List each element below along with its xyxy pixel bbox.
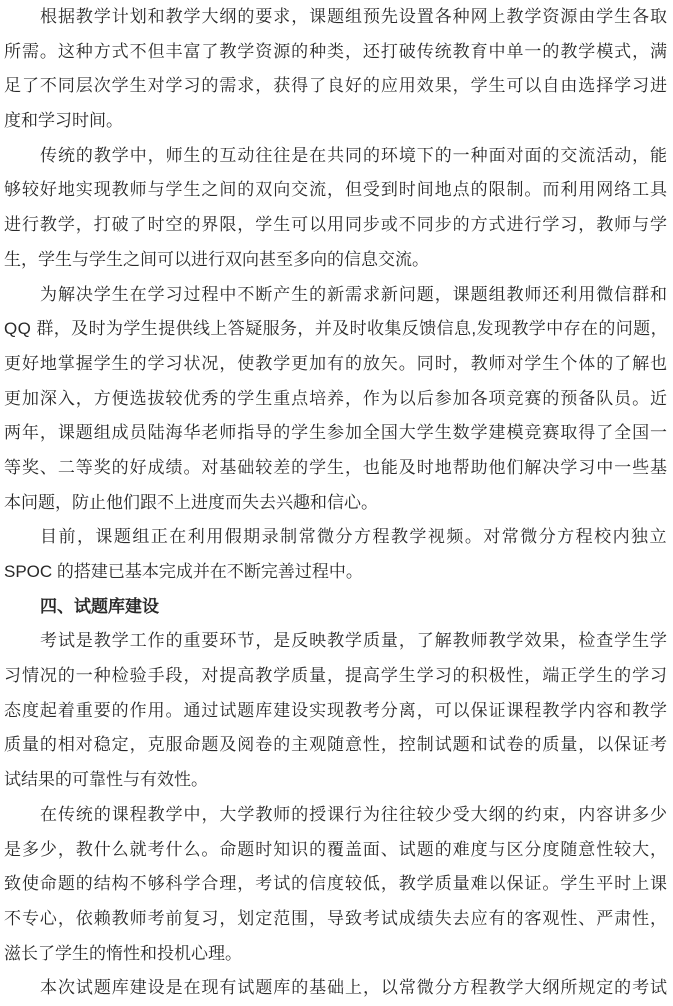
paragraph [4,0,668,139]
line-text: 在传统的课程教学中，大学教师的授课行为往往较少受大纲的约束，内容讲多少 [40,804,668,824]
line-text: 传统的教学中，师生的互动往往是在共同的环境下的一种面对面的交流活动，能 [40,145,668,165]
line-text: 更加深入，方便选拔较优秀的学生重点培养，作为以后参加各项竞赛的预备队员。近 [4,388,668,408]
paragraph [4,139,668,278]
heading-line [4,590,668,625]
text-line [4,867,668,902]
line-text: 等奖、二等奖的好成绩。对基础较差的学生，也能及时地帮助他们解决学习中一些基 [4,457,668,477]
text-line [4,382,668,417]
text-line [4,624,668,659]
line-text: 目前，课题组正在利用假期录制常微分方程教学视频。对常微分方程校内独立 [40,527,668,547]
text-line [4,451,668,486]
line-text: SPOC 的搭建已基本完成并在不断完善过程中。 [4,562,363,581]
heading-text: 四、试题库建设 [40,596,159,616]
text-line [4,520,668,555]
text-line [4,937,668,972]
line-text: 态度起着重要的作用。通过试题库建设实现教考分离，可以保证课程教学内容和教学 [4,700,668,720]
section-heading [4,590,668,625]
line-text: 两年，课题组成员陆海华老师指导的学生参加全国大学生数学建模竞赛取得了全国一 [4,423,668,443]
text-line [4,798,668,833]
text-line [4,139,668,174]
text-line [4,902,668,937]
line-text: 是多少，教什么就考什么。命题时知识的覆盖面、试题的难度与区分度随意性较大， [4,839,668,859]
line-text: 为解决学生在学习过程中不断产生的新需求新问题，课题组教师还利用微信群和 [40,284,668,304]
paragraph [4,971,668,1006]
text-line [4,278,668,313]
text-line [4,0,668,35]
line-text: 够较好地实现教师与学生之间的双向交流，但受到时间地点的限制。而利用网络工具 [4,180,668,200]
line-text: 度和学习时间。 [4,111,123,131]
text-line [4,694,668,729]
text-line [4,416,668,451]
line-text: 考试是教学工作的重要环节，是反映教学质量，了解教师教学效果，检查学生学 [40,631,668,651]
text-line [4,69,668,104]
text-line [4,35,668,70]
line-text: 更好地掌握学生的学习状况，使教学更加有的放矢。同时，教师对学生个体的了解也 [4,353,668,373]
line-text: 生，学生与学生之间可以进行双向甚至多向的信息交流。 [4,249,429,269]
text-line [4,659,668,694]
text-line [4,833,668,868]
line-text: 致使命题的结构不够科学合理，考试的信度较低，教学质量难以保证。学生平时上课 [4,874,668,894]
text-line [4,173,668,208]
paragraph [4,798,668,971]
text-line [4,208,668,243]
line-text: 习情况的一种检验手段，对提高教学质量，提高学生学习的积极性，端正学生的学习 [4,666,668,686]
paragraph [4,520,668,589]
line-text: 滋长了学生的惰性和投机心理。 [4,943,242,963]
text-line [4,486,668,521]
line-text: 试结果的可靠性与有效性。 [4,770,208,790]
line-text: 不专心，依赖教师考前复习，划定范围，导致考试成绩失去应有的客观性、严肃性， [4,908,668,928]
text-line [4,347,668,382]
line-text: 所需。这种方式不但丰富了教学资源的种类，还打破传统教育中单一的教学模式，满 [4,41,668,61]
line-text: 进行教学，打破了时空的界限，学生可以用同步或不同步的方式进行学习，教师与学 [4,215,668,235]
line-text: 根据教学计划和教学大纲的要求，课题组预先设置各种网上教学资源由学生各取 [40,7,668,26]
text-line [4,555,668,590]
paragraph [4,624,668,797]
paragraph [4,278,668,521]
line-text: QQ 群，及时为学生提供线上答疑服务，并及时收集反馈信息,发现教学中存在的问题， [4,319,668,339]
line-text: 本次试题库建设是在现有试题库的基础上，以常微分方程教学大纲所规定的考试 [40,978,668,998]
text-line [4,104,668,139]
line-text: 足了不同层次学生对学习的需求，获得了良好的应用效果，学生可以自由选择学习进 [4,76,668,96]
text-line [4,312,668,347]
line-text: 质量的相对稳定，克服命题及阅卷的主观随意性，控制试题和试卷的质量，以保证考 [4,735,668,755]
text-line [4,763,668,798]
text-line [4,728,668,763]
text-line [4,243,668,278]
line-text: 本问题，防止他们跟不上进度而失去兴趣和信心。 [4,492,378,512]
text-line [4,971,668,1006]
